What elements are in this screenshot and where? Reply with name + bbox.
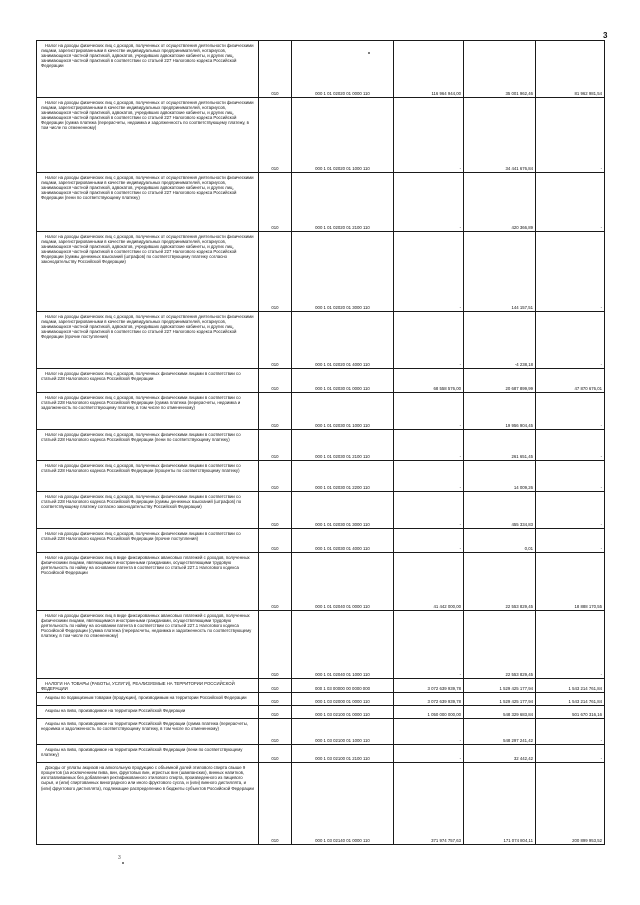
table-row <box>37 611 605 679</box>
row-line-code: 010 <box>259 492 292 529</box>
footer-mark: 3 <box>118 855 121 861</box>
row-budget-classification-code: 000 1 03 02140 01 0000 110 <box>292 763 394 845</box>
row-budget-classification-code: 000 1 01 02030 01 2100 110 <box>292 430 394 461</box>
row-executed-amount: 0,01 <box>464 529 536 553</box>
row-description: Акцизы на пиво, производимое на территории Российской Федерации (пени по соответствующему платежу) <box>37 745 259 763</box>
row-budget-classification-code: 000 1 01 02030 01 3000 110 <box>292 492 394 529</box>
table-row <box>37 232 605 312</box>
row-line-code: 010 <box>259 232 292 312</box>
row-line-code: 010 <box>259 98 292 173</box>
table-row <box>37 98 605 173</box>
row-executed-amount: 22 553 829,45 <box>464 611 536 679</box>
row-approved-amount: 371 974 757,63 <box>394 763 464 845</box>
row-description: Акцизы на пиво, производимое на территории Российской Федерации <box>37 706 259 719</box>
scan-speck <box>122 862 124 864</box>
row-description: Налог на доходы физических лиц с доходов, полученных физическими лицами в соответствии со статьей 228 Налогового кодекса Российской Федерации (сумма платежа (перерасчеты, недоимка и задолженность по соответствующему платежу, в том числе по отмененному) <box>37 393 259 430</box>
row-approved-amount: - <box>394 461 464 492</box>
row-line-code: 010 <box>259 706 292 719</box>
row-executed-amount: 22 553 829,45 <box>464 553 536 611</box>
table-row <box>37 430 605 461</box>
row-line-code: 010 <box>259 312 292 369</box>
row-line-code: 010 <box>259 461 292 492</box>
row-budget-classification-code: 000 1 01 02030 01 1000 110 <box>292 393 394 430</box>
row-unexecuted-amount: - <box>536 529 605 553</box>
row-unexecuted-amount: 81 962 981,54 <box>536 41 605 98</box>
row-approved-amount: - <box>394 173 464 232</box>
table-row <box>37 553 605 611</box>
row-executed-amount: 261 651,45 <box>464 430 536 461</box>
row-approved-amount: - <box>394 232 464 312</box>
row-description: Налог на доходы физических лиц с доходов, полученных от осуществления деятельности физическими лицами, зарегистрированными в качестве индивидуальных предпринимателей, нотариусов, занимающихся частной практикой, адвокатов, учредивших адвокатские кабинеты, и других лиц, занимающихся частной практикой в соответствии со статьей 227 Налогового кодекса Российской Федерации (пени по соответствующему платежу) <box>37 173 259 232</box>
table-row <box>37 461 605 492</box>
table-row <box>37 679 605 693</box>
table-row <box>37 369 605 393</box>
row-budget-classification-code: 000 1 01 02020 01 3000 110 <box>292 232 394 312</box>
row-approved-amount: - <box>394 393 464 430</box>
row-description: Налог на доходы физических лиц в виде фиксированных авансовых платежей с доходов, полученных физическими лицами, являющимися иностранными гражданами, осуществляющими трудовую деятельность по найму на основании патента в соответствии со статьей 227.1 Налогового кодекса Российской Федерации (сумма платежа (перерасчеты, недоимка и задолженность по соответствующему платежу, в том числе по отмененному) <box>37 611 259 679</box>
row-budget-classification-code: 000 1 01 02020 01 2100 110 <box>292 173 394 232</box>
row-executed-amount: 35 001 962,46 <box>464 41 536 98</box>
row-line-code: 010 <box>259 529 292 553</box>
row-budget-classification-code: 000 1 03 02100 01 0000 110 <box>292 706 394 719</box>
row-unexecuted-amount: 18 888 170,55 <box>536 553 605 611</box>
table-row <box>37 393 605 430</box>
row-line-code: 010 <box>259 369 292 393</box>
row-line-code: 010 <box>259 611 292 679</box>
table-row <box>37 719 605 745</box>
row-line-code: 010 <box>259 745 292 763</box>
row-description: Акцизы на пиво, производимое на территории Российской Федерации (сумма платежа (перерасчеты, недоимка и задолженность по соответствующему платежу, в том числе по отмененному) <box>37 719 259 745</box>
row-budget-classification-code: 000 1 03 00000 00 0000 000 <box>292 679 394 693</box>
row-executed-amount: 19 956 904,45 <box>464 393 536 430</box>
table-row <box>37 492 605 529</box>
row-unexecuted-amount: - <box>536 430 605 461</box>
row-approved-amount: 41 442 000,00 <box>394 553 464 611</box>
row-unexecuted-amount: - <box>536 745 605 763</box>
row-description: Налог на доходы физических лиц с доходов, полученных от осуществления деятельности физическими лицами, зарегистрированными в качестве индивидуальных предпринимателей, нотариусов, занимающихся частной практикой, адвокатов, учредивших адвокатские кабинеты, и других лиц, занимающихся частной практикой в соответствии со статьей 227 Налогового кодекса Российской Федерации <box>37 41 259 98</box>
row-executed-amount: 171 074 804,11 <box>464 763 536 845</box>
row-executed-amount: 548 297 241,42 <box>464 719 536 745</box>
row-unexecuted-amount: - <box>536 312 605 369</box>
row-approved-amount: - <box>394 719 464 745</box>
table-row <box>37 745 605 763</box>
row-approved-amount: - <box>394 529 464 553</box>
row-budget-classification-code: 000 1 03 02100 01 2100 110 <box>292 745 394 763</box>
row-description: Налог на доходы физических лиц с доходов, полученных физическими лицами в соответствии со статьей 228 Налогового кодекса Российской Федерации (прочие поступления) <box>37 529 259 553</box>
row-budget-classification-code: 000 1 01 02040 01 0000 110 <box>292 553 394 611</box>
table-row <box>37 312 605 369</box>
row-unexecuted-amount: - <box>536 173 605 232</box>
row-line-code: 010 <box>259 679 292 693</box>
row-line-code: 010 <box>259 393 292 430</box>
row-approved-amount: 3 072 639 939,78 <box>394 693 464 706</box>
row-description: Налог на доходы физических лиц с доходов, полученных от осуществления деятельности физическими лицами, зарегистрированными в качестве индивидуальных предпринимателей, нотариусов, занимающихся частной практикой, адвокатов, учредивших адвокатские кабинеты, и других лиц, занимающихся частной практикой в соответствии со статьей 227 Налогового кодекса Российской Федерации (сумма платежа (перерасчеты, недоимка и задолженность по соответствующему платежу, в том числе по отмененному) <box>37 98 259 173</box>
row-executed-amount: -4 238,18 <box>464 312 536 369</box>
row-budget-classification-code: 000 1 01 02040 01 1000 110 <box>292 611 394 679</box>
row-description: Налог на доходы физических лиц с доходов, полученных физическими лицами в соответствии со статьей 228 Налогового кодекса Российской Федерации <box>37 369 259 393</box>
row-approved-amount: - <box>394 492 464 529</box>
table-row <box>37 693 605 706</box>
row-executed-amount: 144 157,51 <box>464 232 536 312</box>
row-executed-amount: 420 366,89 <box>464 173 536 232</box>
row-executed-amount: 1 529 425 177,94 <box>464 679 536 693</box>
table-row <box>37 173 605 232</box>
row-line-code: 010 <box>259 719 292 745</box>
row-budget-classification-code: 000 1 03 02100 01 1000 110 <box>292 719 394 745</box>
row-unexecuted-amount: 1 543 214 761,84 <box>536 679 605 693</box>
row-executed-amount: 548 329 683,84 <box>464 706 536 719</box>
row-budget-classification-code: 000 1 01 02020 01 0000 110 <box>292 41 394 98</box>
row-approved-amount: 1 050 000 000,00 <box>394 706 464 719</box>
budget-execution-table <box>36 40 605 845</box>
row-unexecuted-amount: 200 899 953,52 <box>536 763 605 845</box>
row-executed-amount: 1 529 425 177,94 <box>464 693 536 706</box>
row-unexecuted-amount: - <box>536 461 605 492</box>
row-description: Налог на доходы физических лиц в виде фиксированных авансовых платежей с доходов, полученных физическими лицами, являющимися иностранными гражданами, осуществляющими трудовую деятельность по найму на основании патента в соответствии со статьей 227.1 Налогового кодекса Российской Федерации <box>37 553 259 611</box>
row-unexecuted-amount: - <box>536 393 605 430</box>
row-approved-amount: - <box>394 98 464 173</box>
row-unexecuted-amount: 1 543 214 761,84 <box>536 693 605 706</box>
row-budget-classification-code: 000 1 01 02020 01 1000 110 <box>292 98 394 173</box>
row-budget-classification-code: 000 1 01 02030 01 2200 110 <box>292 461 394 492</box>
row-description: Налог на доходы физических лиц с доходов, полученных от осуществления деятельности физическими лицами, зарегистрированными в качестве индивидуальных предпринимателей, нотариусов, занимающихся частной практикой, адвокатов, учредивших адвокатские кабинеты, и других лиц, занимающихся частной практикой в соответствии со статьей 227 Налогового кодекса Российской Федерации (суммы денежных взысканий (штрафов) по соответствующему платежу согласно законодательству Российской Федерации) <box>37 232 259 312</box>
row-unexecuted-amount: 501 670 316,16 <box>536 706 605 719</box>
table-row <box>37 763 605 845</box>
row-approved-amount: 116 964 944,00 <box>394 41 464 98</box>
table-row <box>37 706 605 719</box>
budget-execution-table-sheet <box>36 40 604 848</box>
row-approved-amount: - <box>394 312 464 369</box>
page-number: 3 <box>603 31 608 40</box>
row-approved-amount: - <box>394 430 464 461</box>
row-unexecuted-amount: - <box>536 611 605 679</box>
scan-speck <box>368 52 370 54</box>
table-row <box>37 41 605 98</box>
row-line-code: 010 <box>259 41 292 98</box>
row-description: Акцизы по подакцизным товарам (продукции), производимым на территории Российской Федерации <box>37 693 259 706</box>
row-approved-amount: - <box>394 745 464 763</box>
row-line-code: 010 <box>259 693 292 706</box>
row-executed-amount: 14 009,26 <box>464 461 536 492</box>
row-approved-amount: 68 558 576,00 <box>394 369 464 393</box>
row-executed-amount: 20 687 899,99 <box>464 369 536 393</box>
row-description: Налог на доходы физических лиц с доходов, полученных от осуществления деятельности физическими лицами, зарегистрированными в качестве индивидуальных предпринимателей, нотариусов, занимающихся частной практикой, адвокатов, учредивших адвокатские кабинеты, и других лиц, занимающихся частной практикой в соответствии со статьей 227 Налогового кодекса Российской Федерации (прочие поступления) <box>37 312 259 369</box>
row-line-code: 010 <box>259 553 292 611</box>
row-description: Налог на доходы физических лиц с доходов, полученных физическими лицами в соответствии со статьей 228 Налогового кодекса Российской Федерации (проценты по соответствующему платежу) <box>37 461 259 492</box>
row-approved-amount: - <box>394 611 464 679</box>
row-line-code: 010 <box>259 430 292 461</box>
row-unexecuted-amount: 47 870 676,01 <box>536 369 605 393</box>
row-line-code: 010 <box>259 173 292 232</box>
row-description: НАЛОГИ НА ТОВАРЫ (РАБОТЫ, УСЛУГИ), РЕАЛИЗУЕМЫЕ НА ТЕРРИТОРИИ РОССИЙСКОЙ ФЕДЕРАЦИИ <box>37 679 259 693</box>
row-budget-classification-code: 000 1 03 02000 01 0000 110 <box>292 693 394 706</box>
row-budget-classification-code: 000 1 01 02030 01 4000 110 <box>292 529 394 553</box>
row-executed-amount: 32 442,42 <box>464 745 536 763</box>
row-executed-amount: 34 441 676,84 <box>464 98 536 173</box>
row-executed-amount: 455 334,83 <box>464 492 536 529</box>
row-unexecuted-amount: - <box>536 719 605 745</box>
row-approved-amount: 3 072 639 939,78 <box>394 679 464 693</box>
row-line-code: 010 <box>259 763 292 845</box>
row-budget-classification-code: 000 1 01 02030 01 0000 110 <box>292 369 394 393</box>
row-unexecuted-amount: - <box>536 492 605 529</box>
row-description: Налог на доходы физических лиц с доходов, полученных физическими лицами в соответствии со статьей 228 Налогового кодекса Российской Федерации (пени по соответствующему платежу) <box>37 430 259 461</box>
row-description: Налог на доходы физических лиц с доходов, полученных физическими лицами в соответствии со статьей 228 Налогового кодекса Российской Федерации (суммы денежных взысканий (штрафов) по соответствующему платежу согласно законодательству Российской Федерации) <box>37 492 259 529</box>
row-unexecuted-amount: - <box>536 98 605 173</box>
table-row <box>37 529 605 553</box>
row-unexecuted-amount: - <box>536 232 605 312</box>
row-description: Доходы от уплаты акцизов на алкогольную продукцию с объемной долей этилового спирта свыше 9 процентов (за исключением пива, вин, фруктовых вин, игристых вин (шампанских), винных напитков, изготавливаемых без добавления ректификованного этилового спирта, произведенного из пищевого сырья, и (или) спиртованных виноградного или иного фруктового сусла, и (или) винного дистиллята, и (или) фруктового дистиллята), подлежащие распределению в бюджеты субъектов Российской Федерации <box>37 763 259 845</box>
row-budget-classification-code: 000 1 01 02020 01 4000 110 <box>292 312 394 369</box>
